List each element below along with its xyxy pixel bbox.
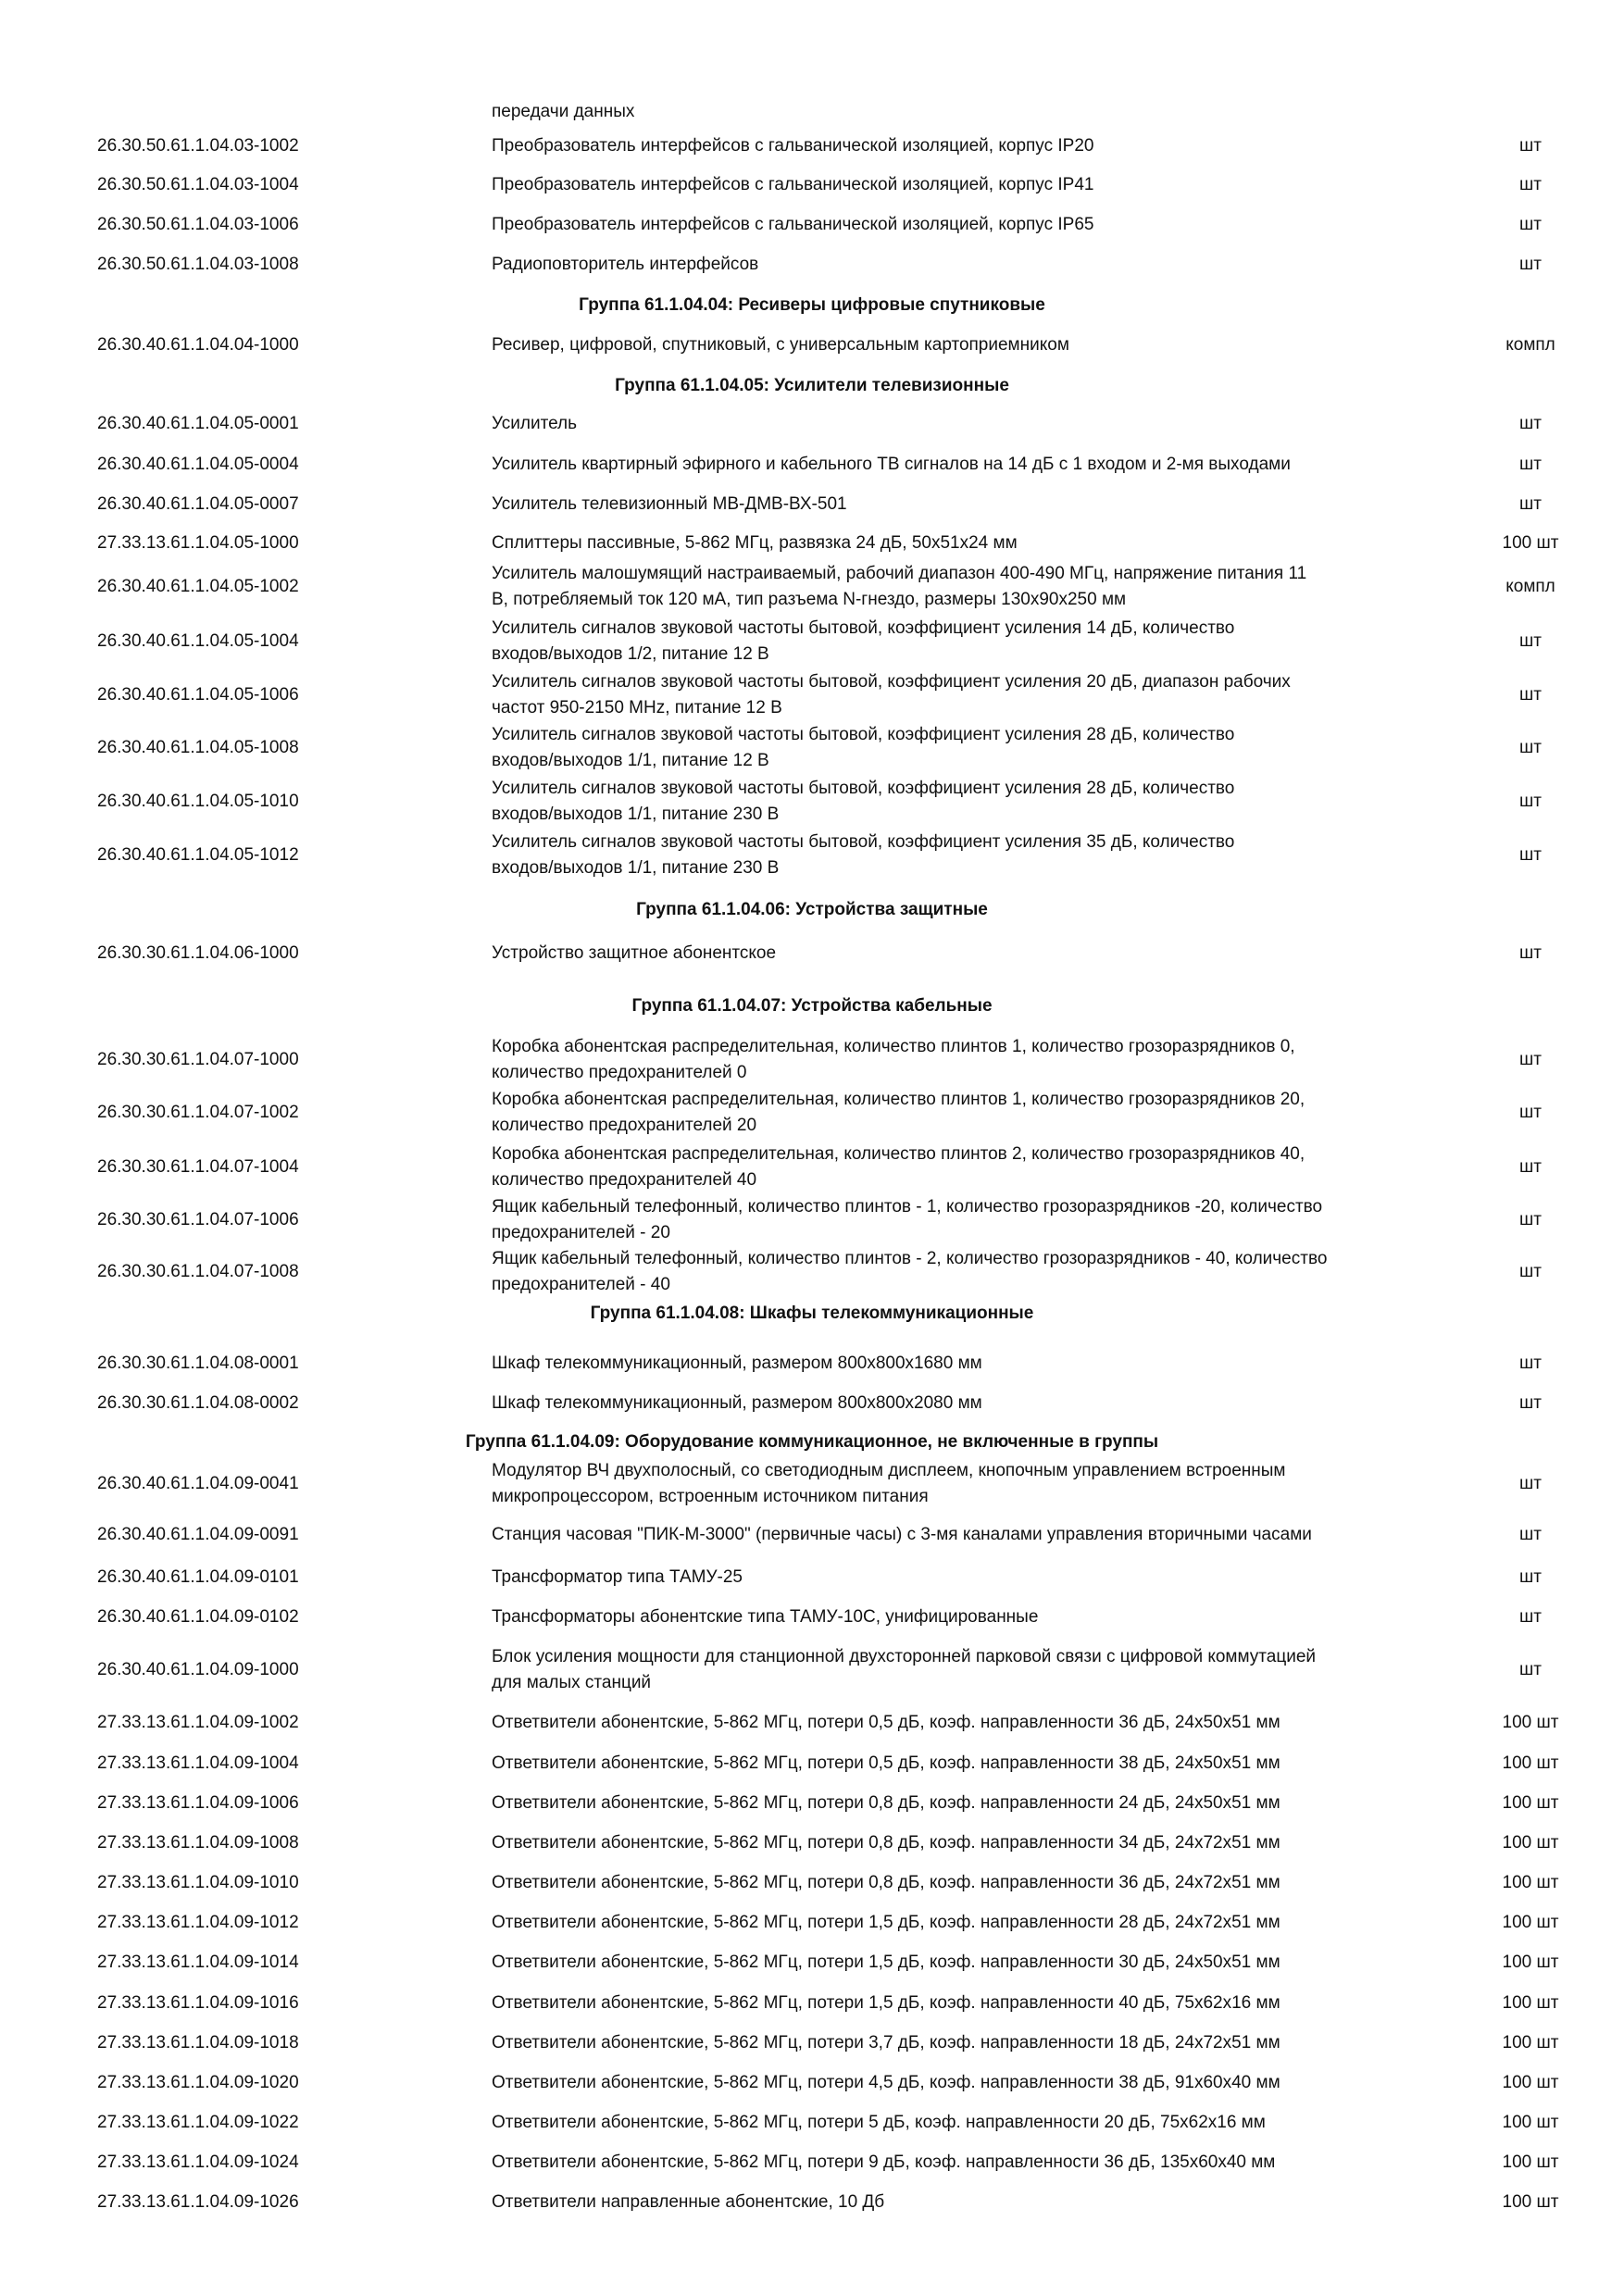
resource-code: 26.30.30.61.1.04.08-0002: [97, 1393, 299, 1413]
resource-name: [492, 1870, 1464, 1896]
resource-name-line: входов/выходов 1/1, питание 230 В: [492, 858, 780, 878]
resource-name-line: Усилитель: [492, 414, 578, 433]
resource-name-line: Ответвители абонентские, 5-862 МГц, потери 5 дБ, коэф. направленности 20 дБ, 75х62х16 мм: [492, 2113, 1266, 2132]
resource-name-line: Усилитель квартирный эфирного и кабельного ТВ сигналов на 14 дБ с 1 входом и 2-мя выходами: [492, 455, 1291, 474]
unit-of-measure: 100 шт: [1502, 2073, 1559, 2092]
table-row: [0, 1910, 1624, 1936]
resource-code: 26.30.40.61.1.04.09-1000: [97, 1660, 299, 1679]
resource-name-line: Сплиттеры пассивные, 5-862 МГц, развязка 24 дБ, 50х51х24 мм: [492, 533, 1018, 553]
resource-name: [492, 452, 1464, 478]
resource-name-line: Преобразователь интерфейсов с гальванической изоляцией, корпус IP41: [492, 175, 1094, 194]
resource-name-line: Трансформатор типа ТАМУ-25: [492, 1567, 743, 1587]
table-row: [0, 212, 1624, 238]
resource-code: 27.33.13.61.1.04.09-1024: [97, 2152, 299, 2172]
resource-name: [492, 1246, 1464, 1298]
resource-name-line: предохранителей - 40: [492, 1275, 670, 1294]
resource-name-line: Станция часовая "ПИК-М-3000" (первичные часы) с 3-мя каналами управления вторичными часами: [492, 1525, 1312, 1544]
resource-name-line: Усилитель телевизионный МВ-ДМВ-ВХ-501: [492, 494, 847, 514]
resource-name-line: Коробка абонентская распределительная, количество плинтов 1, количество грозоразрядников 20,: [492, 1090, 1305, 1109]
resource-name-line: входов/выходов 1/1, питание 12 В: [492, 751, 769, 770]
table-row: [0, 1710, 1624, 1736]
resource-code: 26.30.50.61.1.04.03-1006: [97, 215, 299, 234]
unit-of-measure: шт: [1519, 1567, 1542, 1587]
table-row: [0, 1194, 1624, 1246]
resource-name-line: Преобразователь интерфейсов с гальванической изоляцией, корпус IP20: [492, 136, 1094, 156]
table-row: [0, 172, 1624, 198]
table-row: [0, 1522, 1624, 1548]
resource-code: 26.30.50.61.1.04.03-1004: [97, 175, 299, 194]
resource-name: [492, 1910, 1464, 1936]
resource-name: [492, 1990, 1464, 2016]
unit-of-measure: шт: [1519, 631, 1542, 651]
resource-code: 26.30.40.61.1.04.05-0004: [97, 455, 299, 474]
table-row: [0, 1990, 1624, 2016]
resource-name: [492, 1565, 1464, 1591]
resource-name-line: Ящик кабельный телефонный, количество плинтов - 2, количество грозоразрядников - 40, количество: [492, 1249, 1328, 1268]
unit-of-measure: 100 шт: [1502, 2192, 1559, 2212]
resource-code: 26.30.40.61.1.04.05-1008: [97, 738, 299, 757]
resource-name: [492, 1142, 1464, 1193]
unit-of-measure: 100 шт: [1502, 1953, 1559, 1972]
unit-of-measure: шт: [1519, 792, 1542, 811]
table-row: [0, 492, 1624, 518]
unit-of-measure: шт: [1519, 494, 1542, 514]
resource-name-line: Ответвители абонентские, 5-862 МГц, потери 1,5 дБ, коэф. направленности 28 дБ, 24х72х51 мм: [492, 1913, 1280, 1932]
table-row: [0, 1751, 1624, 1777]
unit-of-measure: 100 шт: [1502, 1833, 1559, 1853]
unit-of-measure: 100 шт: [1502, 2033, 1559, 2053]
resource-code: 26.30.40.61.1.04.05-1010: [97, 792, 299, 811]
resource-name-line: Усилитель сигналов звуковой частоты бытовой, коэффициент усиления 28 дБ, количество: [492, 779, 1235, 798]
table-row: [0, 452, 1624, 478]
resource-name: [492, 2150, 1464, 2176]
resource-name-line: Ящик кабельный телефонный, количество плинтов - 1, количество грозоразрядников -20, количество: [492, 1197, 1323, 1217]
resource-name: [492, 1644, 1464, 1696]
resource-name: [492, 1087, 1464, 1139]
resource-name-line: входов/выходов 1/2, питание 12 В: [492, 644, 769, 664]
unit-of-measure: 100 шт: [1502, 1793, 1559, 1813]
resource-name-line: Усилитель малошумящий настраиваемый, рабочий диапазон 400-490 МГц, напряжение питания 11: [492, 564, 1307, 583]
table-row: [0, 776, 1624, 828]
table-row: [0, 1034, 1624, 1086]
resource-name-line: микропроцессором, встроенным источником питания: [492, 1487, 929, 1506]
resource-name: [492, 212, 1464, 238]
unit-of-measure: шт: [1519, 175, 1542, 194]
resource-name-line: Ответвители абонентские, 5-862 МГц, потери 0,5 дБ, коэф. направленности 36 дБ, 24х50х51 мм: [492, 1713, 1280, 1732]
unit-of-measure: 100 шт: [1502, 1713, 1559, 1732]
resource-name: [492, 1458, 1464, 1510]
resource-name: [492, 1522, 1464, 1548]
table-row: [0, 1246, 1624, 1298]
unit-of-measure: шт: [1519, 943, 1542, 963]
table-row: [0, 2150, 1624, 2176]
resource-code: 26.30.40.61.1.04.05-1004: [97, 631, 299, 651]
resource-name: [492, 669, 1464, 721]
resource-code: 26.30.50.61.1.04.03-1002: [97, 136, 299, 156]
resource-name: [492, 2030, 1464, 2056]
resource-name: [492, 941, 1464, 967]
resource-code: 27.33.13.61.1.04.09-1008: [97, 1833, 299, 1853]
table-row: [0, 1950, 1624, 1976]
table-row: [0, 1142, 1624, 1193]
table-row: [0, 941, 1624, 967]
resource-name: [492, 332, 1464, 358]
group-heading: Группа 61.1.04.06: Устройства защитные: [636, 900, 988, 919]
resource-name: [492, 776, 1464, 828]
resource-name-line: Радиоповторитель интерфейсов: [492, 255, 759, 274]
resource-name-line: Ответвители направленные абонентские, 10 Дб: [492, 2192, 885, 2212]
unit-of-measure: шт: [1519, 738, 1542, 757]
resource-name-line: Шкаф телекоммуникационный, размером 800х800х1680 мм: [492, 1354, 982, 1373]
table-row: [0, 722, 1624, 774]
resource-code: 26.30.40.61.1.04.09-0101: [97, 1567, 299, 1587]
resource-name-line: Модулятор ВЧ двухполосный, со светодиодным дисплеем, кнопочным управлением встроенным: [492, 1461, 1286, 1480]
unit-of-measure: шт: [1519, 1050, 1542, 1069]
resource-name: [492, 561, 1464, 613]
table-row: [0, 133, 1624, 159]
table-row: [0, 1565, 1624, 1591]
resource-code: 26.30.30.61.1.04.06-1000: [97, 943, 299, 963]
table-row: [0, 1351, 1624, 1377]
resource-name-line: Ответвители абонентские, 5-862 МГц, потери 0,8 дБ, коэф. направленности 36 дБ, 24х72х51 мм: [492, 1873, 1280, 1892]
resource-name: [492, 172, 1464, 198]
unit-of-measure: шт: [1519, 1157, 1542, 1177]
resource-code: 26.30.30.61.1.04.07-1002: [97, 1103, 299, 1122]
resource-code: 26.30.40.61.1.04.09-0102: [97, 1607, 299, 1627]
table-row: [0, 530, 1624, 556]
table-row: [0, 669, 1624, 721]
resource-name-line: Усилитель сигналов звуковой частоты бытовой, коэффициент усиления 20 дБ, диапазон рабочих: [492, 672, 1291, 692]
resource-name-line: частот 950-2150 MHz, питание 12 В: [492, 698, 782, 718]
table-row: [0, 1830, 1624, 1856]
table-row: [0, 1087, 1624, 1139]
resource-code: 26.30.30.61.1.04.07-1004: [97, 1157, 299, 1177]
resource-name: [492, 1194, 1464, 1246]
continuation-text: передачи данных: [492, 102, 635, 121]
resource-name-line: Ответвители абонентские, 5-862 МГц, потери 4,5 дБ, коэф. направленности 38 дБ, 91х60х40 мм: [492, 2073, 1280, 2092]
resource-code: 26.30.40.61.1.04.05-1012: [97, 845, 299, 865]
resource-code: 27.33.13.61.1.04.09-1002: [97, 1713, 299, 1732]
table-row: [0, 1791, 1624, 1816]
resource-code: 27.33.13.61.1.04.09-1022: [97, 2113, 299, 2132]
resource-code: 27.33.13.61.1.04.09-1026: [97, 2192, 299, 2212]
resource-code: 27.33.13.61.1.04.09-1014: [97, 1953, 299, 1972]
table-row: [0, 830, 1624, 881]
resource-code: 26.30.40.61.1.04.05-0001: [97, 414, 299, 433]
resource-name: [492, 133, 1464, 159]
table-row: [0, 1391, 1624, 1416]
resource-name-line: Трансформаторы абонентские типа ТАМУ-10С, унифицированные: [492, 1607, 1039, 1627]
resource-name-line: Блок усиления мощности для станционной двухсторонней парковой связи с цифровой коммутацией: [492, 1647, 1317, 1666]
resource-name: [492, 2070, 1464, 2096]
unit-of-measure: шт: [1519, 1103, 1542, 1122]
group-heading: Группа 61.1.04.08: Шкафы телекоммуникационные: [590, 1304, 1034, 1323]
unit-of-measure: шт: [1519, 215, 1542, 234]
resource-name: [492, 616, 1464, 668]
resource-name-line: Ответвители абонентские, 5-862 МГц, потери 3,7 дБ, коэф. направленности 18 дБ, 24х72х51 мм: [492, 2033, 1280, 2053]
unit-of-measure: шт: [1519, 136, 1542, 156]
table-row: [0, 1604, 1624, 1630]
group-heading: Группа 61.1.04.07: Устройства кабельные: [631, 996, 993, 1016]
resource-name: [492, 1351, 1464, 1377]
resource-name: [492, 830, 1464, 881]
group-heading: Группа 61.1.04.09: Оборудование коммуникационное, не включенные в группы: [465, 1432, 1159, 1452]
resource-code: 26.30.30.61.1.04.07-1006: [97, 1210, 299, 1229]
resource-code: 27.33.13.61.1.04.09-1012: [97, 1913, 299, 1932]
resource-name-line: Усилитель сигналов звуковой частоты бытовой, коэффициент усиления 28 дБ, количество: [492, 725, 1235, 744]
table-row: [0, 411, 1624, 437]
unit-of-measure: шт: [1519, 1607, 1542, 1627]
resource-name-line: Преобразователь интерфейсов с гальванической изоляцией, корпус IP65: [492, 215, 1094, 234]
resource-code: 26.30.30.61.1.04.08-0001: [97, 1354, 299, 1373]
resource-code: 26.30.40.61.1.04.09-0041: [97, 1474, 299, 1493]
resource-code: 26.30.40.61.1.04.04-1000: [97, 335, 299, 355]
resource-name-line: Усилитель сигналов звуковой частоты бытовой, коэффициент усиления 14 дБ, количество: [492, 618, 1235, 638]
resource-name-line: входов/выходов 1/1, питание 230 В: [492, 805, 780, 824]
resource-name-line: количество предохранителей 0: [492, 1063, 747, 1082]
resource-name: [492, 1830, 1464, 1856]
resource-name-line: Коробка абонентская распределительная, количество плинтов 2, количество грозоразрядников 40,: [492, 1144, 1305, 1164]
unit-of-measure: шт: [1519, 1525, 1542, 1544]
resource-code: 26.30.50.61.1.04.03-1008: [97, 255, 299, 274]
table-row: [0, 252, 1624, 278]
resource-name-line: Коробка абонентская распределительная, количество плинтов 1, количество грозоразрядников 0,: [492, 1037, 1295, 1056]
group-heading: Группа 61.1.04.04: Ресиверы цифровые спутниковые: [579, 295, 1045, 315]
table-row: [0, 1870, 1624, 1896]
unit-of-measure: 100 шт: [1502, 1993, 1559, 2013]
unit-of-measure: шт: [1519, 1660, 1542, 1679]
resource-code: 26.30.30.61.1.04.07-1000: [97, 1050, 299, 1069]
resource-name-line: Устройство защитное абонентское: [492, 943, 777, 963]
resource-code: 27.33.13.61.1.04.05-1000: [97, 533, 299, 553]
resource-name-line: предохранителей - 20: [492, 1223, 670, 1242]
resource-name: [492, 1034, 1464, 1086]
unit-of-measure: 100 шт: [1502, 1913, 1559, 1932]
resource-name-line: Ответвители абонентские, 5-862 МГц, потери 0,8 дБ, коэф. направленности 24 дБ, 24х50х51 мм: [492, 1793, 1280, 1813]
resource-name-line: количество предохранителей 40: [492, 1170, 757, 1190]
resource-code: 27.33.13.61.1.04.09-1004: [97, 1753, 299, 1773]
resource-code: 26.30.40.61.1.04.05-0007: [97, 494, 299, 514]
unit-of-measure: компл: [1505, 577, 1555, 596]
resource-name: [492, 1751, 1464, 1777]
resource-name: [492, 492, 1464, 518]
unit-of-measure: шт: [1519, 1210, 1542, 1229]
resource-name-line: Шкаф телекоммуникационный, размером 800х800х2080 мм: [492, 1393, 982, 1413]
resource-code: 26.30.40.61.1.04.05-1006: [97, 685, 299, 705]
table-row: [0, 2070, 1624, 2096]
resource-name: [492, 1950, 1464, 1976]
resource-name: [492, 411, 1464, 437]
resource-name-line: Ответвители абонентские, 5-862 МГц, потери 1,5 дБ, коэф. направленности 30 дБ, 24х50х51 мм: [492, 1953, 1280, 1972]
resource-code: 26.30.40.61.1.04.05-1002: [97, 577, 299, 596]
resource-code: 27.33.13.61.1.04.09-1018: [97, 2033, 299, 2053]
unit-of-measure: шт: [1519, 255, 1542, 274]
resource-name: [492, 2110, 1464, 2136]
group-heading: Группа 61.1.04.05: Усилители телевизионные: [615, 376, 1009, 395]
resource-code: 26.30.40.61.1.04.09-0091: [97, 1525, 299, 1544]
resource-name: [492, 1710, 1464, 1736]
resource-name-line: Усилитель сигналов звуковой частоты бытовой, коэффициент усиления 35 дБ, количество: [492, 832, 1235, 852]
unit-of-measure: шт: [1519, 455, 1542, 474]
unit-of-measure: 100 шт: [1502, 2113, 1559, 2132]
table-row: [0, 616, 1624, 668]
table-row: [0, 2030, 1624, 2056]
unit-of-measure: шт: [1519, 1354, 1542, 1373]
unit-of-measure: 100 шт: [1502, 1873, 1559, 1892]
table-row: [0, 561, 1624, 613]
resource-name: [492, 1391, 1464, 1416]
resource-name-line: Ответвители абонентские, 5-862 МГц, потери 1,5 дБ, коэф. направленности 40 дБ, 75х62х16 мм: [492, 1993, 1280, 2013]
resource-name-line: для малых станций: [492, 1673, 652, 1692]
resource-code: 26.30.30.61.1.04.07-1008: [97, 1262, 299, 1281]
unit-of-measure: компл: [1505, 335, 1555, 355]
unit-of-measure: 100 шт: [1502, 1753, 1559, 1773]
resource-code: 27.33.13.61.1.04.09-1006: [97, 1793, 299, 1813]
unit-of-measure: шт: [1519, 1262, 1542, 1281]
resource-code: 27.33.13.61.1.04.09-1020: [97, 2073, 299, 2092]
resource-name-line: количество предохранителей 20: [492, 1116, 757, 1135]
table-row: [0, 1644, 1624, 1696]
unit-of-measure: шт: [1519, 845, 1542, 865]
resource-code: 27.33.13.61.1.04.09-1010: [97, 1873, 299, 1892]
resource-name-line: Ответвители абонентские, 5-862 МГц, потери 0,5 дБ, коэф. направленности 38 дБ, 24х50х51 мм: [492, 1753, 1280, 1773]
resource-name-line: Ответвители абонентские, 5-862 МГц, потери 9 дБ, коэф. направленности 36 дБ, 135х60х40 мм: [492, 2152, 1276, 2172]
table-row: [0, 2110, 1624, 2136]
table-row: [0, 2190, 1624, 2215]
resource-name: [492, 722, 1464, 774]
unit-of-measure: шт: [1519, 414, 1542, 433]
unit-of-measure: шт: [1519, 1474, 1542, 1493]
resource-name: [492, 530, 1464, 556]
unit-of-measure: шт: [1519, 685, 1542, 705]
resource-name: [492, 1791, 1464, 1816]
unit-of-measure: 100 шт: [1502, 2152, 1559, 2172]
unit-of-measure: 100 шт: [1502, 533, 1559, 553]
resource-name-line: Ресивер, цифровой, спутниковый, с универсальным картоприемником: [492, 335, 1069, 355]
resource-name: [492, 2190, 1464, 2215]
resource-code: 27.33.13.61.1.04.09-1016: [97, 1993, 299, 2013]
table-row: [0, 1458, 1624, 1510]
resource-name-line: В, потребляемый ток 120 мА, тип разъема N-гнездо, размеры 130х90х250 мм: [492, 590, 1127, 609]
unit-of-measure: шт: [1519, 1393, 1542, 1413]
table-row: [0, 332, 1624, 358]
resource-name: [492, 1604, 1464, 1630]
resource-name: [492, 252, 1464, 278]
resource-name-line: Ответвители абонентские, 5-862 МГц, потери 0,8 дБ, коэф. направленности 34 дБ, 24х72х51 мм: [492, 1833, 1280, 1853]
